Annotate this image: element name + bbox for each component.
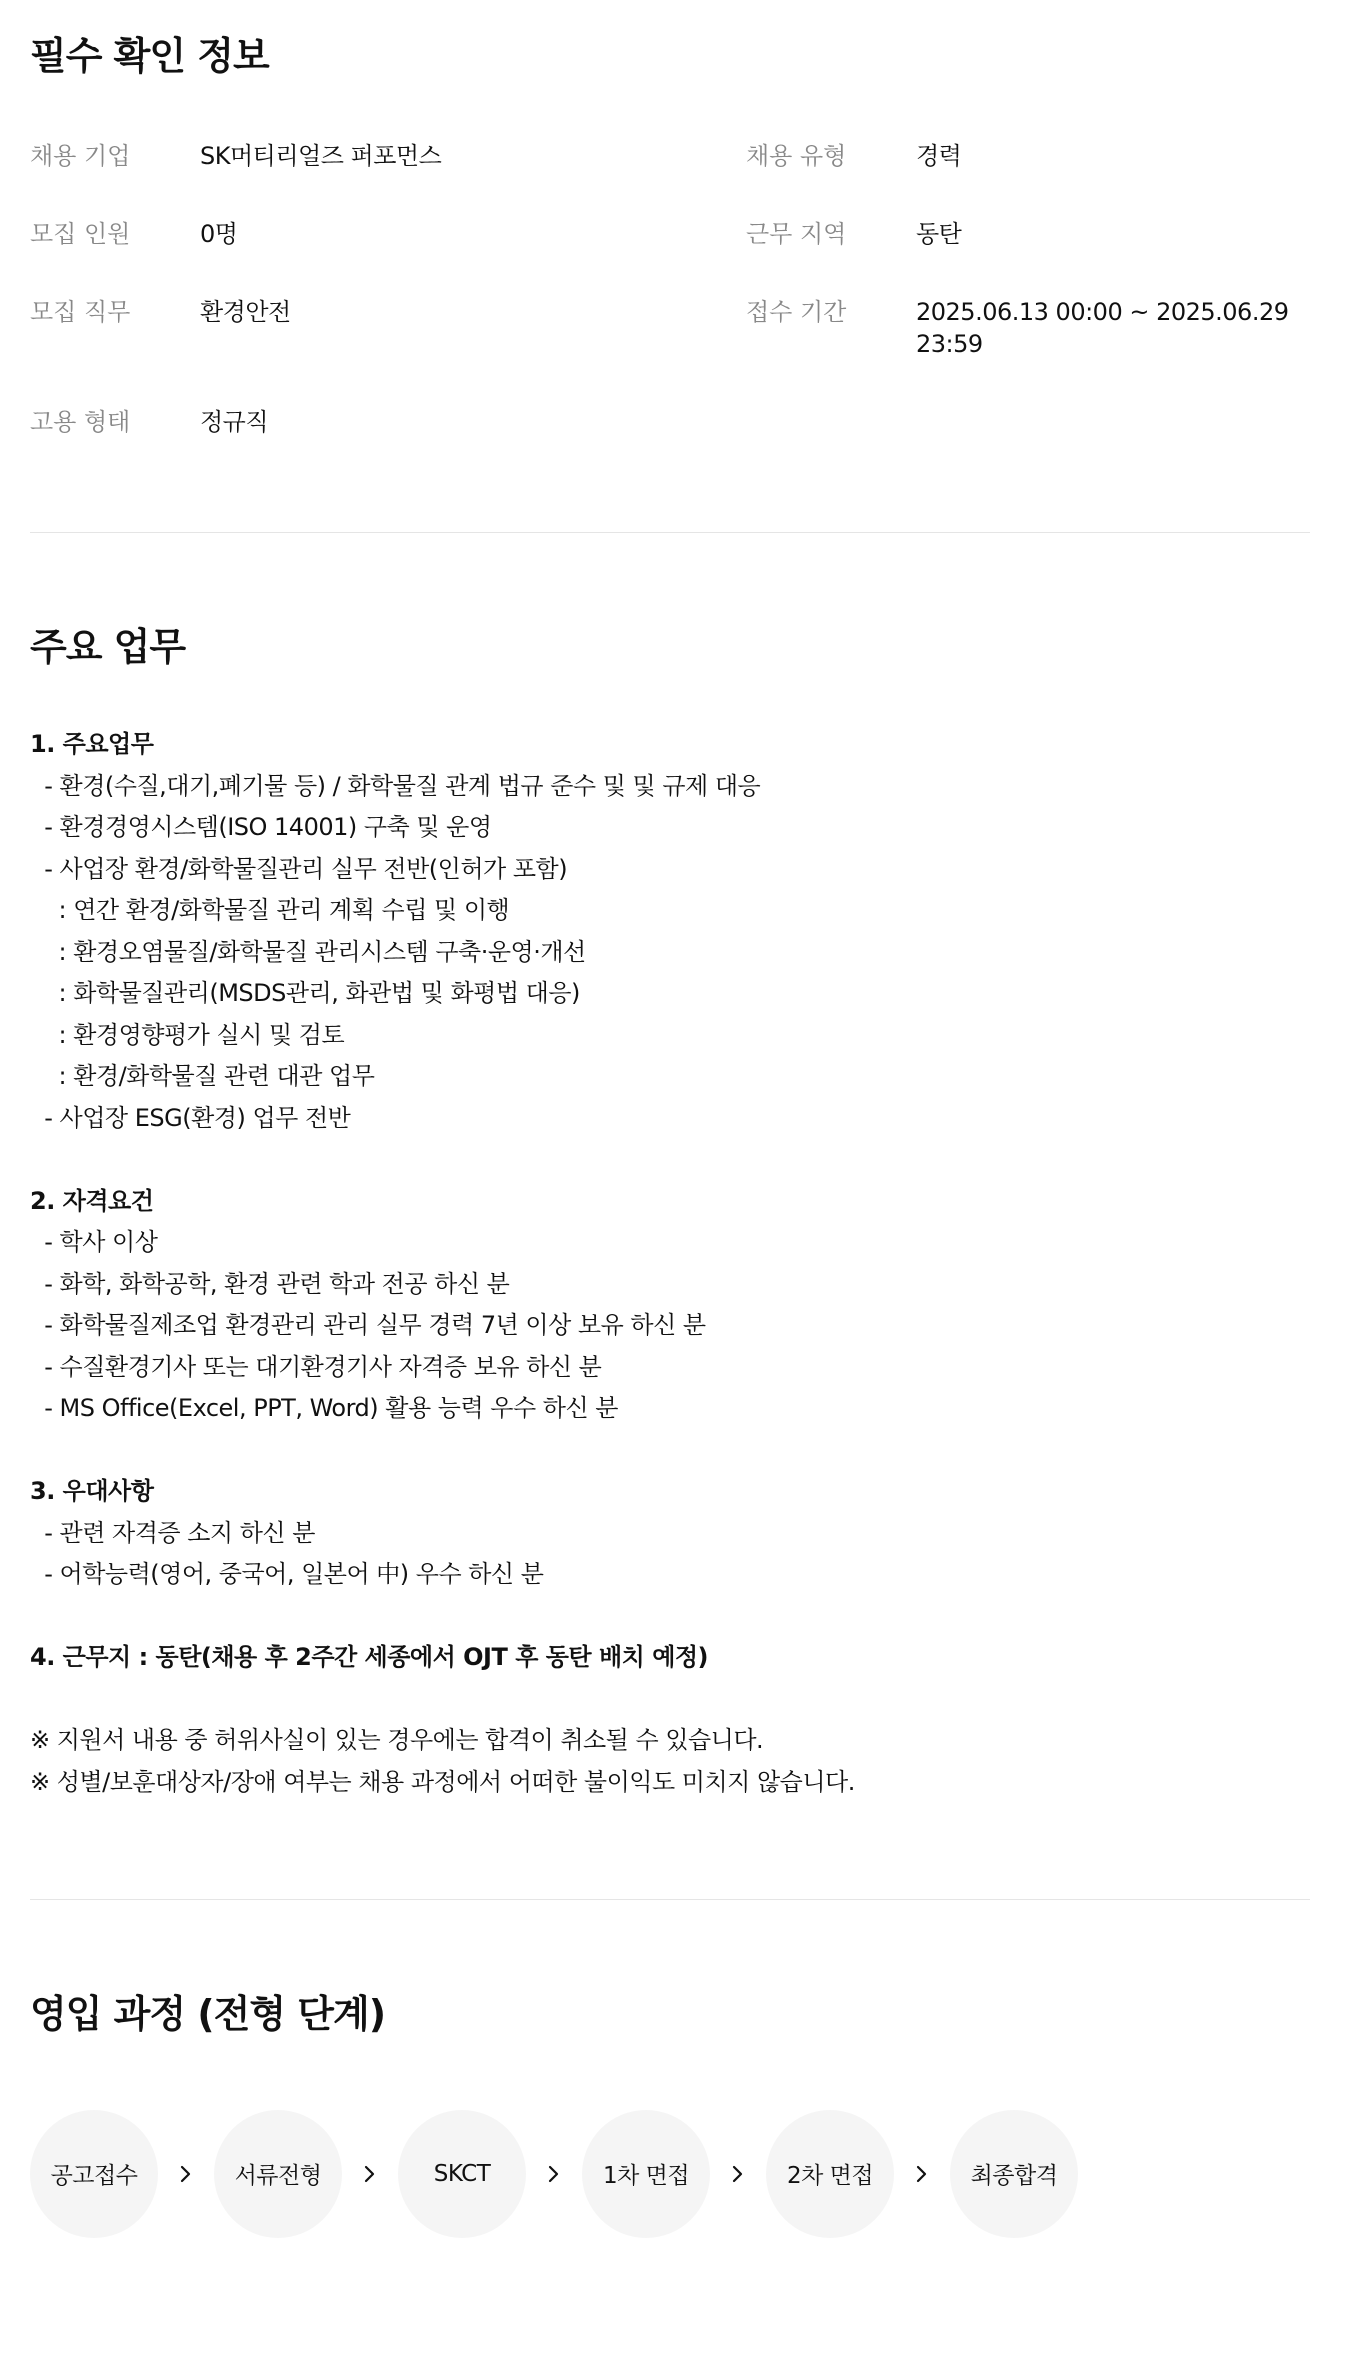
required-info-title: 필수 확인 정보 — [30, 34, 269, 78]
process-steps — [30, 2110, 1310, 2238]
process-step: 공고접수 — [30, 2110, 158, 2238]
duty-line: - MS Office(Excel, PPT, Word) 활용 능력 우수 하신 분 — [30, 1394, 618, 1423]
duty-heading: 2. 자격요건 — [30, 1186, 154, 1215]
duty-line: - 학사 이상 — [30, 1228, 158, 1257]
info-label: 고용 형태 — [30, 407, 131, 436]
chevron-right-icon — [158, 2164, 214, 2184]
info-label — [746, 406, 916, 438]
duty-line: : 환경영향평가 실시 및 검토 — [30, 1020, 345, 1049]
process-step: 서류전형 — [214, 2110, 342, 2238]
duty-line: - 환경(수질,대기,폐기물 등) / 화학물질 관계 법규 준수 및 및 규제 대응 — [30, 771, 761, 800]
duty-line: - 사업장 ESG(환경) 업무 전반 — [30, 1103, 351, 1132]
info-value: SK머티리얼즈 퍼포먼스 — [200, 141, 442, 170]
info-value: 2025.06.13 00:00 ~ 2025.06.29 23:59 — [916, 297, 1289, 358]
info-label: 접수 기간 — [746, 297, 847, 326]
duties-content — [30, 724, 1310, 1803]
duty-line: - 어학능력(영어, 중국어, 일본어 中) 우수 하신 분 — [30, 1560, 544, 1589]
process-step: 2차 면접 — [766, 2110, 894, 2238]
duty-line: ※ 성별/보훈대상자/장애 여부는 채용 과정에서 어떠한 불이익도 미치지 않습니다. — [30, 1767, 855, 1796]
duty-heading: 4. 근무지 : 동탄(채용 후 2주간 세종에서 OJT 후 동탄 배치 예정) — [30, 1643, 709, 1672]
hiring-process-title: 영입 과정 (전형 단계) — [30, 1992, 386, 2037]
chevron-right-icon — [894, 2164, 950, 2184]
duty-line: : 환경/화학물질 관련 대관 업무 — [30, 1062, 375, 1091]
duty-line: : 화학물질관리(MSDS관리, 화관법 및 화평법 대응) — [30, 979, 580, 1008]
duty-line — [30, 1430, 1310, 1472]
duty-heading: 1. 주요업무 — [30, 730, 154, 759]
duty-heading: 3. 우대사항 — [30, 1477, 154, 1506]
info-value: 0명 — [200, 219, 238, 248]
main-duties-title: 주요 업무 — [30, 624, 186, 669]
info-value: 정규직 — [200, 407, 269, 436]
duty-line: - 환경경영시스템(ISO 14001) 구축 및 운영 — [30, 813, 492, 842]
required-info-section — [30, 0, 1310, 532]
info-value: 동탄 — [916, 219, 962, 248]
info-value — [916, 406, 1310, 438]
process-step: SKCT — [398, 2110, 526, 2238]
duty-line: : 환경오염물질/화학물질 관리시스템 구축·운영·개선 — [30, 937, 586, 966]
process-step: 최종합격 — [950, 2110, 1078, 2238]
duty-line — [30, 1139, 1310, 1181]
info-label: 근무 지역 — [746, 219, 847, 248]
duty-line: ※ 지원서 내용 중 허위사실이 있는 경우에는 합격이 취소될 수 있습니다. — [30, 1726, 764, 1755]
duty-line: : 연간 환경/화학물질 관리 계획 수립 및 이행 — [30, 896, 510, 925]
info-value: 경력 — [916, 141, 962, 170]
duty-line — [30, 1596, 1310, 1638]
main-duties-section — [30, 533, 1310, 1900]
chevron-right-icon — [526, 2164, 582, 2184]
chevron-right-icon — [342, 2164, 398, 2184]
info-grid — [30, 140, 1310, 438]
duty-line: - 사업장 환경/화학물질관리 실무 전반(인허가 포함) — [30, 854, 568, 883]
process-step: 1차 면접 — [582, 2110, 710, 2238]
info-label: 채용 기업 — [30, 141, 131, 170]
duty-line: - 화학, 화학공학, 환경 관련 학과 전공 하신 분 — [30, 1269, 510, 1298]
chevron-right-icon — [710, 2164, 766, 2184]
info-value: 환경안전 — [200, 297, 291, 326]
info-label: 채용 유형 — [746, 141, 847, 170]
info-label: 모집 인원 — [30, 219, 131, 248]
duty-line: - 화학물질제조업 환경관리 관리 실무 경력 7년 이상 보유 하신 분 — [30, 1311, 706, 1340]
info-label: 모집 직무 — [30, 297, 131, 326]
duty-line: - 수질환경기사 또는 대기환경기사 자격증 보유 하신 분 — [30, 1352, 602, 1381]
duty-line: - 관련 자격증 소지 하신 분 — [30, 1518, 315, 1547]
duty-line — [30, 1679, 1310, 1721]
hiring-process-section — [30, 1900, 1310, 2288]
